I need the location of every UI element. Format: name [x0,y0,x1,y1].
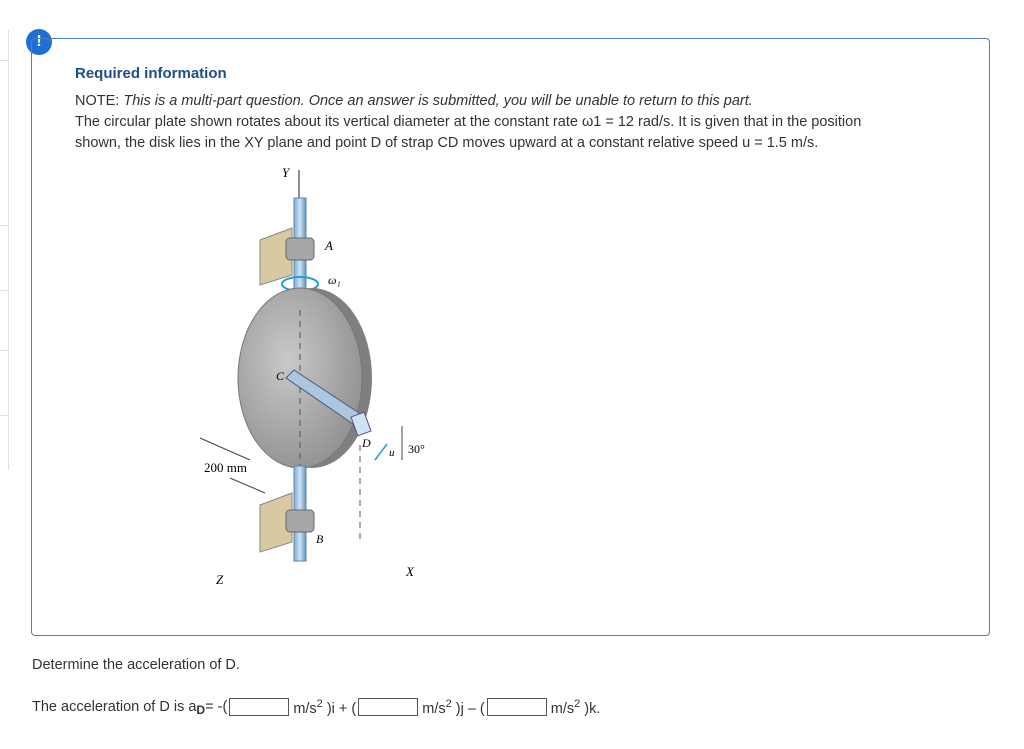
panel-divider [0,225,8,226]
answer-prefix: The acceleration of D is a [32,699,197,716]
label-omega: ω₁ [328,273,341,287]
label-b: B [316,532,324,546]
note-text: This is a multi-part question. Once an answer is submitted, you will be unable to return to this part. [123,93,753,109]
answer-eq: = -( [205,699,228,716]
label-y: Y [282,165,290,180]
velocity-arrow [375,444,387,460]
label-dimension: 200 mm [204,460,247,475]
left-panel-edge [0,30,9,470]
panel-divider [0,60,8,61]
answer-input-i[interactable] [229,698,289,716]
problem-statement [75,112,955,154]
label-c: C [276,369,285,383]
answer-subscript: D [196,702,206,717]
panel-divider [0,415,8,416]
unit-j: $m/s^2$ )j – ( [422,698,485,717]
answer-input-j[interactable] [358,698,418,716]
exclamation-icon: ! [26,29,52,55]
panel-divider [0,350,8,351]
unit-i: $m/s^2$ )i + ( [293,698,357,717]
label-x: X [406,564,414,579]
unit-k: $m/s^2$ )k. [550,698,601,717]
label-d: D [362,436,371,450]
rotating-plate-figure [190,160,450,590]
dim-line-lower [230,478,265,493]
answer-row [32,698,600,717]
answer-input-k[interactable] [487,698,547,716]
question-text: Determine the acceleration of D. [32,657,240,673]
label-a: A [325,238,333,253]
problem-line-1: The circular plate shown rotates about its vertical diameter at the constant rate ω1 = 12 rad/s. It is given that in the position [75,114,862,130]
label-u: u [389,447,395,459]
problem-line-2: shown, the disk lies in the XY plane and point D of strap CD moves upward at a constant relative speed u = 1.5 m/s. [75,135,819,151]
upper-bearing [286,238,314,260]
panel-divider [0,290,8,291]
lower-bearing [286,510,314,532]
note-line [75,93,753,109]
label-z: Z [216,572,224,587]
dim-line-upper [200,438,250,460]
info-title: Required information [75,65,227,82]
label-angle: 30° [408,442,425,456]
note-label: NOTE: [75,93,124,109]
